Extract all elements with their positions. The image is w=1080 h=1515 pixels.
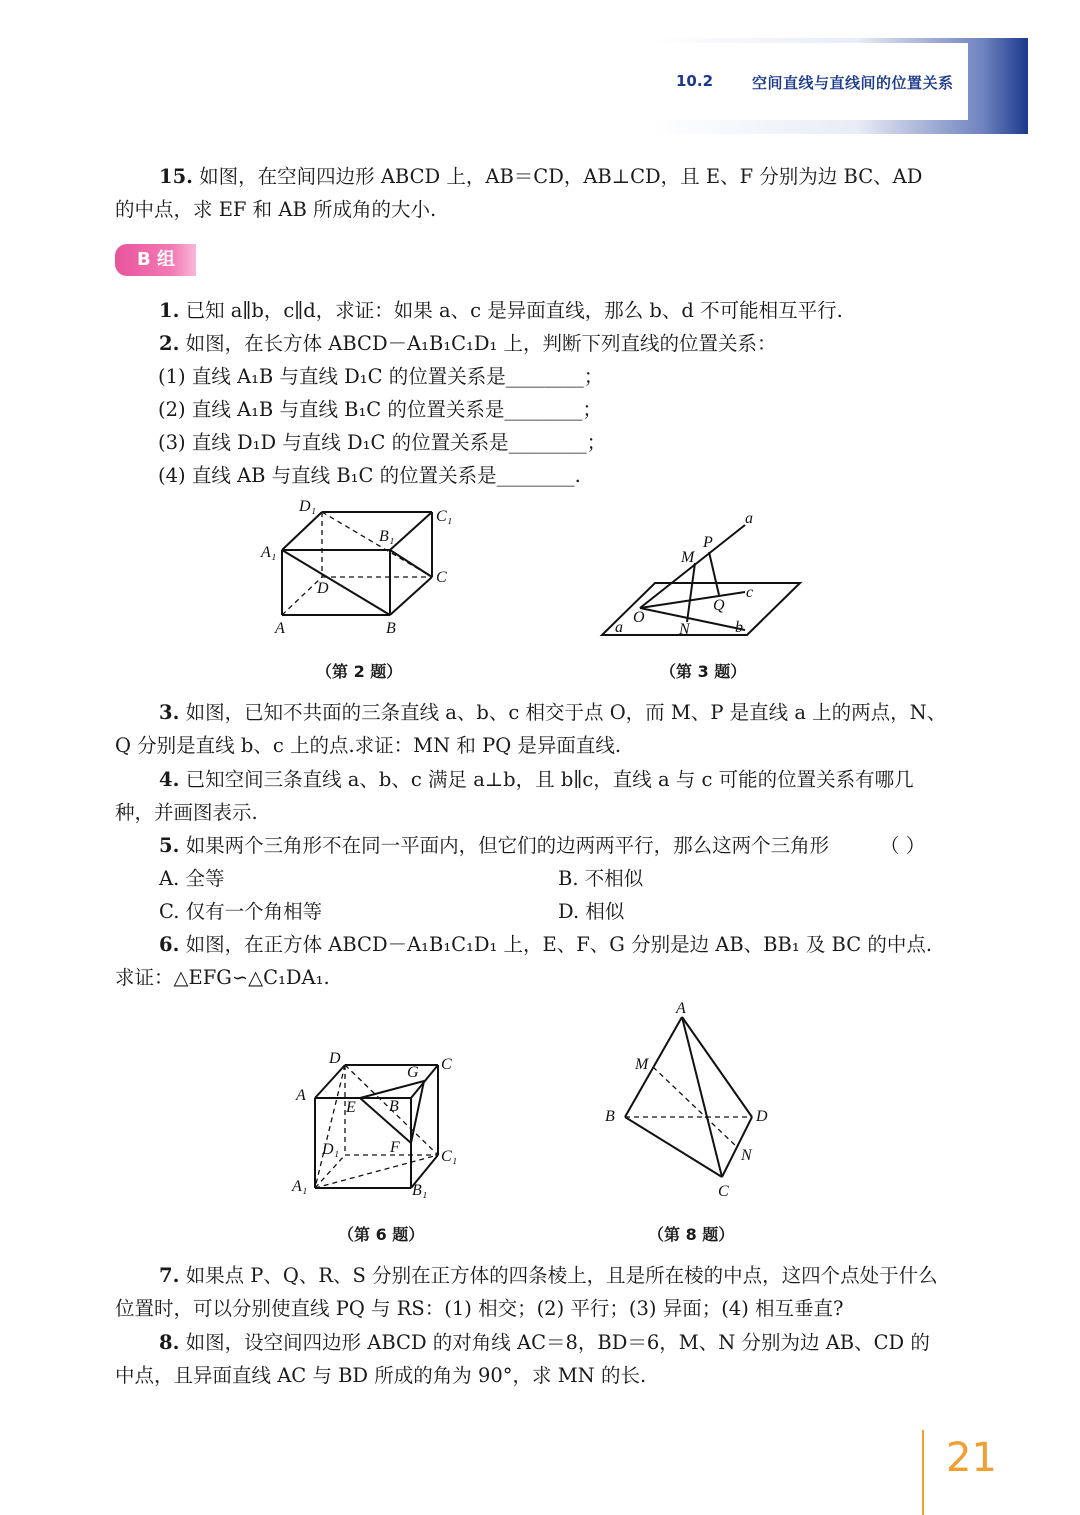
question-text: 已知 a∥b，c∥d，求证：如果 a、c 是异面直线，那么 b、d 不可能相互平行. <box>185 299 843 322</box>
edge-b-c <box>390 577 432 615</box>
label-b1: B₁ <box>412 1182 428 1199</box>
label-d: D <box>756 1108 768 1125</box>
question-text: 如图，在长方体 ABCD－A₁B₁C₁D₁ 上，判断下列直线的位置关系： <box>185 332 777 355</box>
question-b7 <box>115 1259 948 1325</box>
option-a: A. 全等 <box>159 867 225 890</box>
question-number: 2. <box>159 332 180 355</box>
b2-item-2: (2) 直线 A₁B 与直线 B₁C 的位置关系是________； <box>158 398 602 421</box>
label-a1: A₁ <box>261 544 277 561</box>
label-a: A <box>676 1000 686 1017</box>
edge-a-d <box>682 1017 752 1117</box>
hidden-edge-a-d <box>282 577 322 615</box>
segment-pq <box>709 552 719 595</box>
option-b: B. 不相似 <box>558 867 644 890</box>
label-d1: D₁ <box>299 498 317 515</box>
question-number: 7. <box>159 1264 180 1287</box>
b2-item-3: (3) 直线 D₁D 与直线 D₁C 的位置关系是________； <box>158 431 607 454</box>
question-number: 8. <box>159 1331 180 1354</box>
label-g: G <box>407 1064 419 1081</box>
figure-8-caption: （第 8 题） <box>648 1225 735 1244</box>
edge-a-c <box>682 1017 722 1177</box>
label-a: A <box>275 620 285 637</box>
question-b2 <box>115 327 948 360</box>
diagonal-a1-b <box>282 550 390 615</box>
section-title: 空间直线与直线间的位置关系 <box>752 74 954 92</box>
figure-6-caption: （第 6 题） <box>338 1225 425 1244</box>
section-number: 10.2 <box>676 72 714 90</box>
label-b1: B₁ <box>379 528 395 545</box>
b2-item-1: (1) 直线 A₁B 与直线 D₁C 的位置关系是________； <box>158 365 604 388</box>
label-c1: C₁ <box>436 508 453 525</box>
label-d1: D₁ <box>322 1141 340 1158</box>
page-number-rule <box>922 1430 924 1515</box>
label-n: N <box>741 1147 752 1164</box>
label-e: E <box>346 1099 356 1116</box>
label-d: D <box>329 1050 341 1067</box>
answer-blank: （ ） <box>880 834 926 857</box>
question-15 <box>115 160 948 226</box>
question-text: 如图，已知不共面的三条直线 a、b、c 相交于点 O，而 M、P 是直线 a 上的两点，N、Q 分别是直线 b、c 上的点.求证：MN 和 PQ 是异面直线. <box>115 701 947 757</box>
hidden-d-a1 <box>315 1065 345 1188</box>
question-number: 1. <box>159 299 180 322</box>
hidden-diagonal-d1-c <box>322 512 432 577</box>
label-b: B <box>605 1108 615 1125</box>
figure-2-cuboid <box>255 495 470 640</box>
line-b <box>640 608 745 630</box>
figure-2-caption: （第 2 题） <box>316 662 403 681</box>
label-a-plane: a <box>615 619 623 636</box>
label-c: c <box>746 584 754 601</box>
label-a-top: a <box>745 510 753 527</box>
label-c: C <box>441 1056 452 1073</box>
figure-3-caption: （第 3 题） <box>660 662 747 681</box>
plane <box>602 583 800 635</box>
label-m: M <box>681 549 695 566</box>
question-b4 <box>115 763 948 829</box>
page-number: 21 <box>946 1435 997 1481</box>
label-o: O <box>633 609 645 626</box>
label-d: D <box>317 580 329 597</box>
label-n: N <box>679 621 690 638</box>
question-text: 如果点 P、Q、R、S 分别在正方体的四条棱上，且是所在棱的中点，这四个点处于什么位置时，可以分别使直线 PQ 与 RS：(1) 相交；(2) 平行；(3) 异面；(4) 相互垂直? <box>115 1264 938 1320</box>
segment-mn <box>687 563 695 622</box>
label-p: P <box>703 534 713 551</box>
label-b: B <box>386 620 396 637</box>
question-number: 6. <box>159 933 180 956</box>
figure-6-cube <box>290 1045 465 1205</box>
label-a: A <box>296 1087 306 1104</box>
label-q: Q <box>713 597 725 614</box>
question-number: 4. <box>159 768 180 791</box>
question-text: 如果两个三角形不在同一平面内，但它们的边两两平行，那么这两个三角形 <box>185 834 830 857</box>
figure-3-plane-lines <box>595 505 810 640</box>
question-text: 已知空间三条直线 a、b、c 满足 a⊥b，且 b∥c，直线 a 与 c 可能的位置关系有哪几种，并画图表示. <box>115 768 914 824</box>
option-c: C. 仅有一个角相等 <box>159 900 323 923</box>
question-number: 5. <box>159 834 180 857</box>
label-c1: C₁ <box>441 1148 458 1165</box>
question-number: 15. <box>159 165 193 188</box>
question-b6 <box>115 928 948 994</box>
b2-item-4: (4) 直线 AB 与直线 B₁C 的位置关系是________. <box>158 464 581 487</box>
edge-a1-d1 <box>282 512 322 550</box>
label-f: F <box>390 1139 400 1156</box>
line-a <box>640 525 745 608</box>
label-c: C <box>718 1183 729 1200</box>
question-b8 <box>115 1326 948 1392</box>
label-b: b <box>735 619 743 636</box>
question-text: 如图，在正方体 ABCD－A₁B₁C₁D₁ 上，E、F、G 分别是边 AB、BB₁ 及 BC 的中点.求证：△EFG∽△C₁DA₁. <box>115 933 933 989</box>
edge-b-c <box>625 1117 722 1177</box>
edge-b1-c1 <box>390 512 432 550</box>
question-b3 <box>115 696 948 762</box>
edge-a-d <box>315 1065 345 1098</box>
question-number: 3. <box>159 701 180 724</box>
question-text: 如图，设空间四边形 ABCD 的对角线 AC＝8，BD＝6，M、N 分别为边 AB、CD 的中点，且异面直线 AC 与 BD 所成的角为 90°，求 MN 的长. <box>115 1331 930 1387</box>
figure-8-tetrahedron <box>595 995 780 1205</box>
option-d: D. 相似 <box>558 900 625 923</box>
question-b1 <box>115 294 948 327</box>
label-a1: A₁ <box>292 1178 308 1195</box>
label-m: M <box>635 1056 649 1073</box>
label-b: B <box>389 1098 399 1115</box>
group-b-tag: B 组 <box>115 244 196 276</box>
question-b5 <box>159 829 829 862</box>
question-text: 如图，在空间四边形 ABCD 上，AB＝CD，AB⊥CD，且 E、F 分别为边 BC、AD 的中点，求 EF 和 AB 所成角的大小. <box>115 165 923 221</box>
label-c: C <box>436 569 447 586</box>
